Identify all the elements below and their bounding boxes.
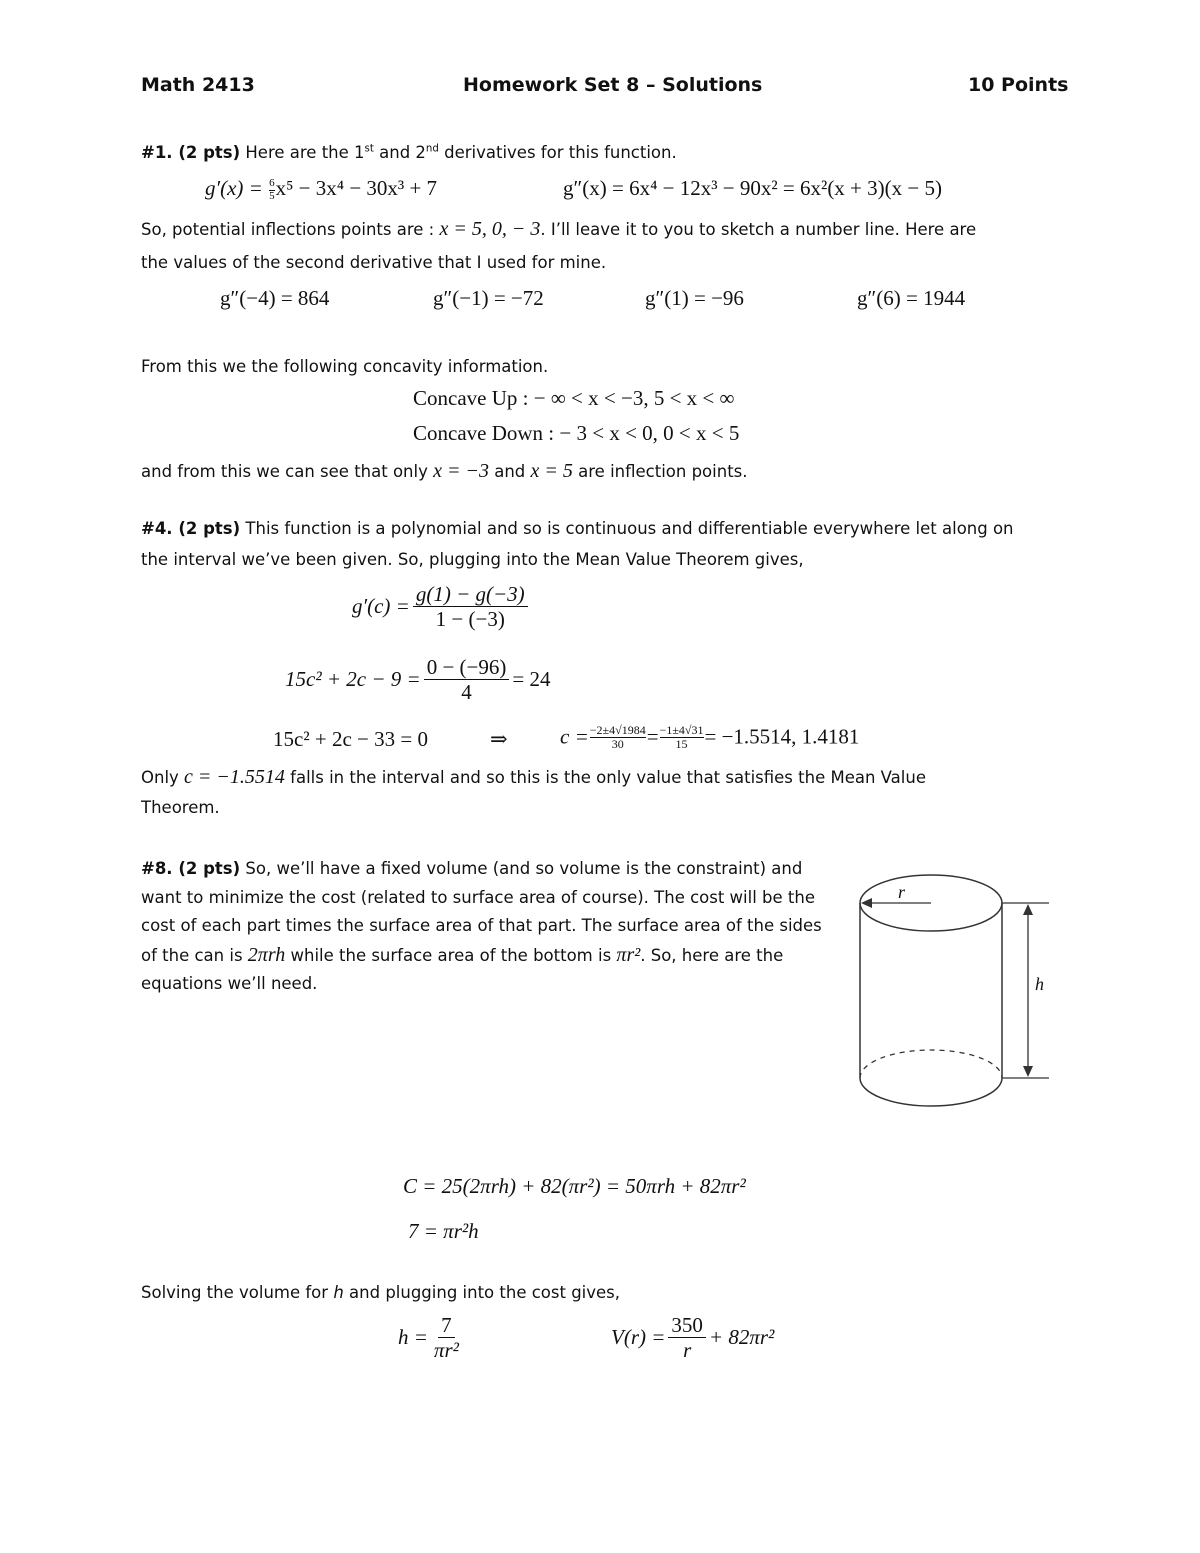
mvt-conclusion-end: Theorem. <box>141 798 220 817</box>
mvt-conclusion <box>141 766 926 789</box>
frac-den: 15 <box>675 736 688 751</box>
height-label: h <box>1035 974 1044 994</box>
sup-nd: nd <box>425 143 439 155</box>
eq-part: x⁵ − 3x⁴ − 30x³ + 7 <box>275 176 438 200</box>
height-arrowhead-bottom <box>1023 1066 1033 1077</box>
math-inline: c = −1.5514 <box>184 766 285 788</box>
text: Solving the volume for <box>141 1283 334 1302</box>
math-inline: 2πrh <box>247 943 286 966</box>
eq-part: g′(x) = <box>205 176 269 200</box>
frac-den: r <box>683 1338 692 1363</box>
sup-st: st <box>364 143 374 155</box>
text: So, potential inflections points are : <box>141 220 440 239</box>
inflection-conclusion <box>141 460 748 483</box>
second-derivative-values-intro: the values of the second derivative that I used for mine. <box>141 253 607 272</box>
value-1: g″(−4) = 864 <box>220 286 330 310</box>
math-inline: x = −3 <box>433 460 489 482</box>
cylinder-bottom-front <box>860 1078 1002 1106</box>
eq-part: = 24 <box>512 667 551 692</box>
concave-up-interval: Concave Up : − ∞ < x < −3, 5 < x < ∞ <box>413 386 735 410</box>
problem-1-intro <box>141 143 677 162</box>
text: while the surface area of the bottom is <box>285 945 617 965</box>
derivative-equation <box>285 655 550 704</box>
text: and <box>488 462 531 481</box>
height-arrowhead-top <box>1023 904 1033 915</box>
eq-part: c = <box>560 724 589 749</box>
text: . I’ll leave it to you to sketch a number line. Here are <box>540 220 977 239</box>
frac-num: −2±4√1984 <box>589 723 646 738</box>
frac-den: 30 <box>611 736 624 751</box>
frac-num: −1±4√31 <box>659 723 704 738</box>
text: . So, here are the equations we’ll need. <box>141 945 784 993</box>
math-inline: h <box>333 1283 344 1302</box>
frac-num: 350 <box>668 1313 706 1338</box>
quadratic-solution <box>560 723 859 750</box>
solving-line <box>141 1283 620 1302</box>
problem-4-label: #4. (2 pts) <box>141 519 241 538</box>
radius-arrowhead <box>861 898 872 908</box>
text: falls in the interval and so this is the only value that satisfies the Mean Value <box>284 768 926 787</box>
math-inline: x = 5 <box>530 460 573 482</box>
text: and from this we can see that only <box>141 462 434 481</box>
frac-num: g(1) − g(−3) <box>413 582 528 607</box>
frac-den: 5 <box>269 189 275 202</box>
mvt-equation <box>352 582 531 631</box>
quadratic-equation: 15c² + 2c − 33 = 0 <box>273 727 428 751</box>
math-inline: x = 5, 0, − 3 <box>439 218 541 240</box>
cost-equation: C = 25(2πrh) + 82(πr²) = 50πrh + 82πr² <box>403 1174 746 1198</box>
problem-4-line2: the interval we’ve been given. So, plugging into the Mean Value Theorem gives, <box>141 550 804 569</box>
volume-equation: 7 = πr²h <box>408 1219 479 1243</box>
text: Only <box>141 768 185 787</box>
cost-function-equation <box>611 1313 774 1362</box>
text: So, we’ll have a fixed volume (and so volume is the constraint) and want to minimize the cost (related to surface area of course). The cost will be the cost of each part times the surface area of that part. The surface area of the sides of the can is <box>141 859 822 965</box>
eq-part: V(r) = <box>611 1325 666 1350</box>
inflection-candidates-line <box>141 218 976 241</box>
intro-text: and 2 <box>373 143 426 162</box>
document-title: Homework Set 8 – Solutions <box>463 74 763 96</box>
value-4: g″(6) = 1944 <box>857 286 966 310</box>
text: and plugging into the cost gives, <box>343 1283 621 1302</box>
frac-num: 0 − (−96) <box>424 655 510 680</box>
concave-down-interval: Concave Down : − 3 < x < 0, 0 < x < 5 <box>413 421 740 445</box>
math-inline: πr² <box>616 943 641 966</box>
cylinder-diagram <box>845 860 1065 1120</box>
first-derivative-equation <box>205 176 437 202</box>
h-equation <box>398 1313 465 1362</box>
intro-text: derivatives for this function. <box>438 143 677 162</box>
frac-den: πr² <box>433 1338 459 1363</box>
cylinder-bottom-back <box>860 1050 1002 1078</box>
eq-part: g′(c) = <box>352 594 410 619</box>
implies-arrow: ⇒ <box>490 727 508 751</box>
value-2: g″(−1) = −72 <box>433 286 544 310</box>
intro-text: Here are the 1 <box>240 143 365 162</box>
eq-part: h = <box>398 1325 428 1350</box>
eq-part: = −1.5514, 1.4181 <box>704 724 860 749</box>
problem-4-intro <box>141 519 1014 538</box>
course-title: Math 2413 <box>141 74 255 96</box>
frac-den: 4 <box>461 680 472 705</box>
text: This function is a polynomial and so is continuous and differentiable everywhere let along on <box>240 519 1014 538</box>
frac-num: 6 <box>269 177 275 190</box>
second-derivative-equation: g″(x) = 6x⁴ − 12x³ − 90x² = 6x²(x + 3)(x − 5) <box>563 176 942 200</box>
frac-num: 7 <box>438 1313 455 1338</box>
eq-part: 15c² + 2c − 9 = <box>285 667 421 692</box>
frac-den: 1 − (−3) <box>435 607 505 632</box>
concavity-intro: From this we the following concavity information. <box>141 357 549 376</box>
points-label: 10 Points <box>968 74 1069 96</box>
problem-1-label: #1. (2 pts) <box>141 143 241 162</box>
eq-part: = <box>646 724 659 749</box>
value-3: g″(1) = −96 <box>645 286 744 310</box>
radius-label: r <box>898 882 906 902</box>
eq-part: + 82πr² <box>708 1325 775 1350</box>
text: are inflection points. <box>572 462 748 481</box>
problem-8-label: #8. (2 pts) <box>141 859 241 878</box>
problem-8-paragraph <box>141 855 831 999</box>
